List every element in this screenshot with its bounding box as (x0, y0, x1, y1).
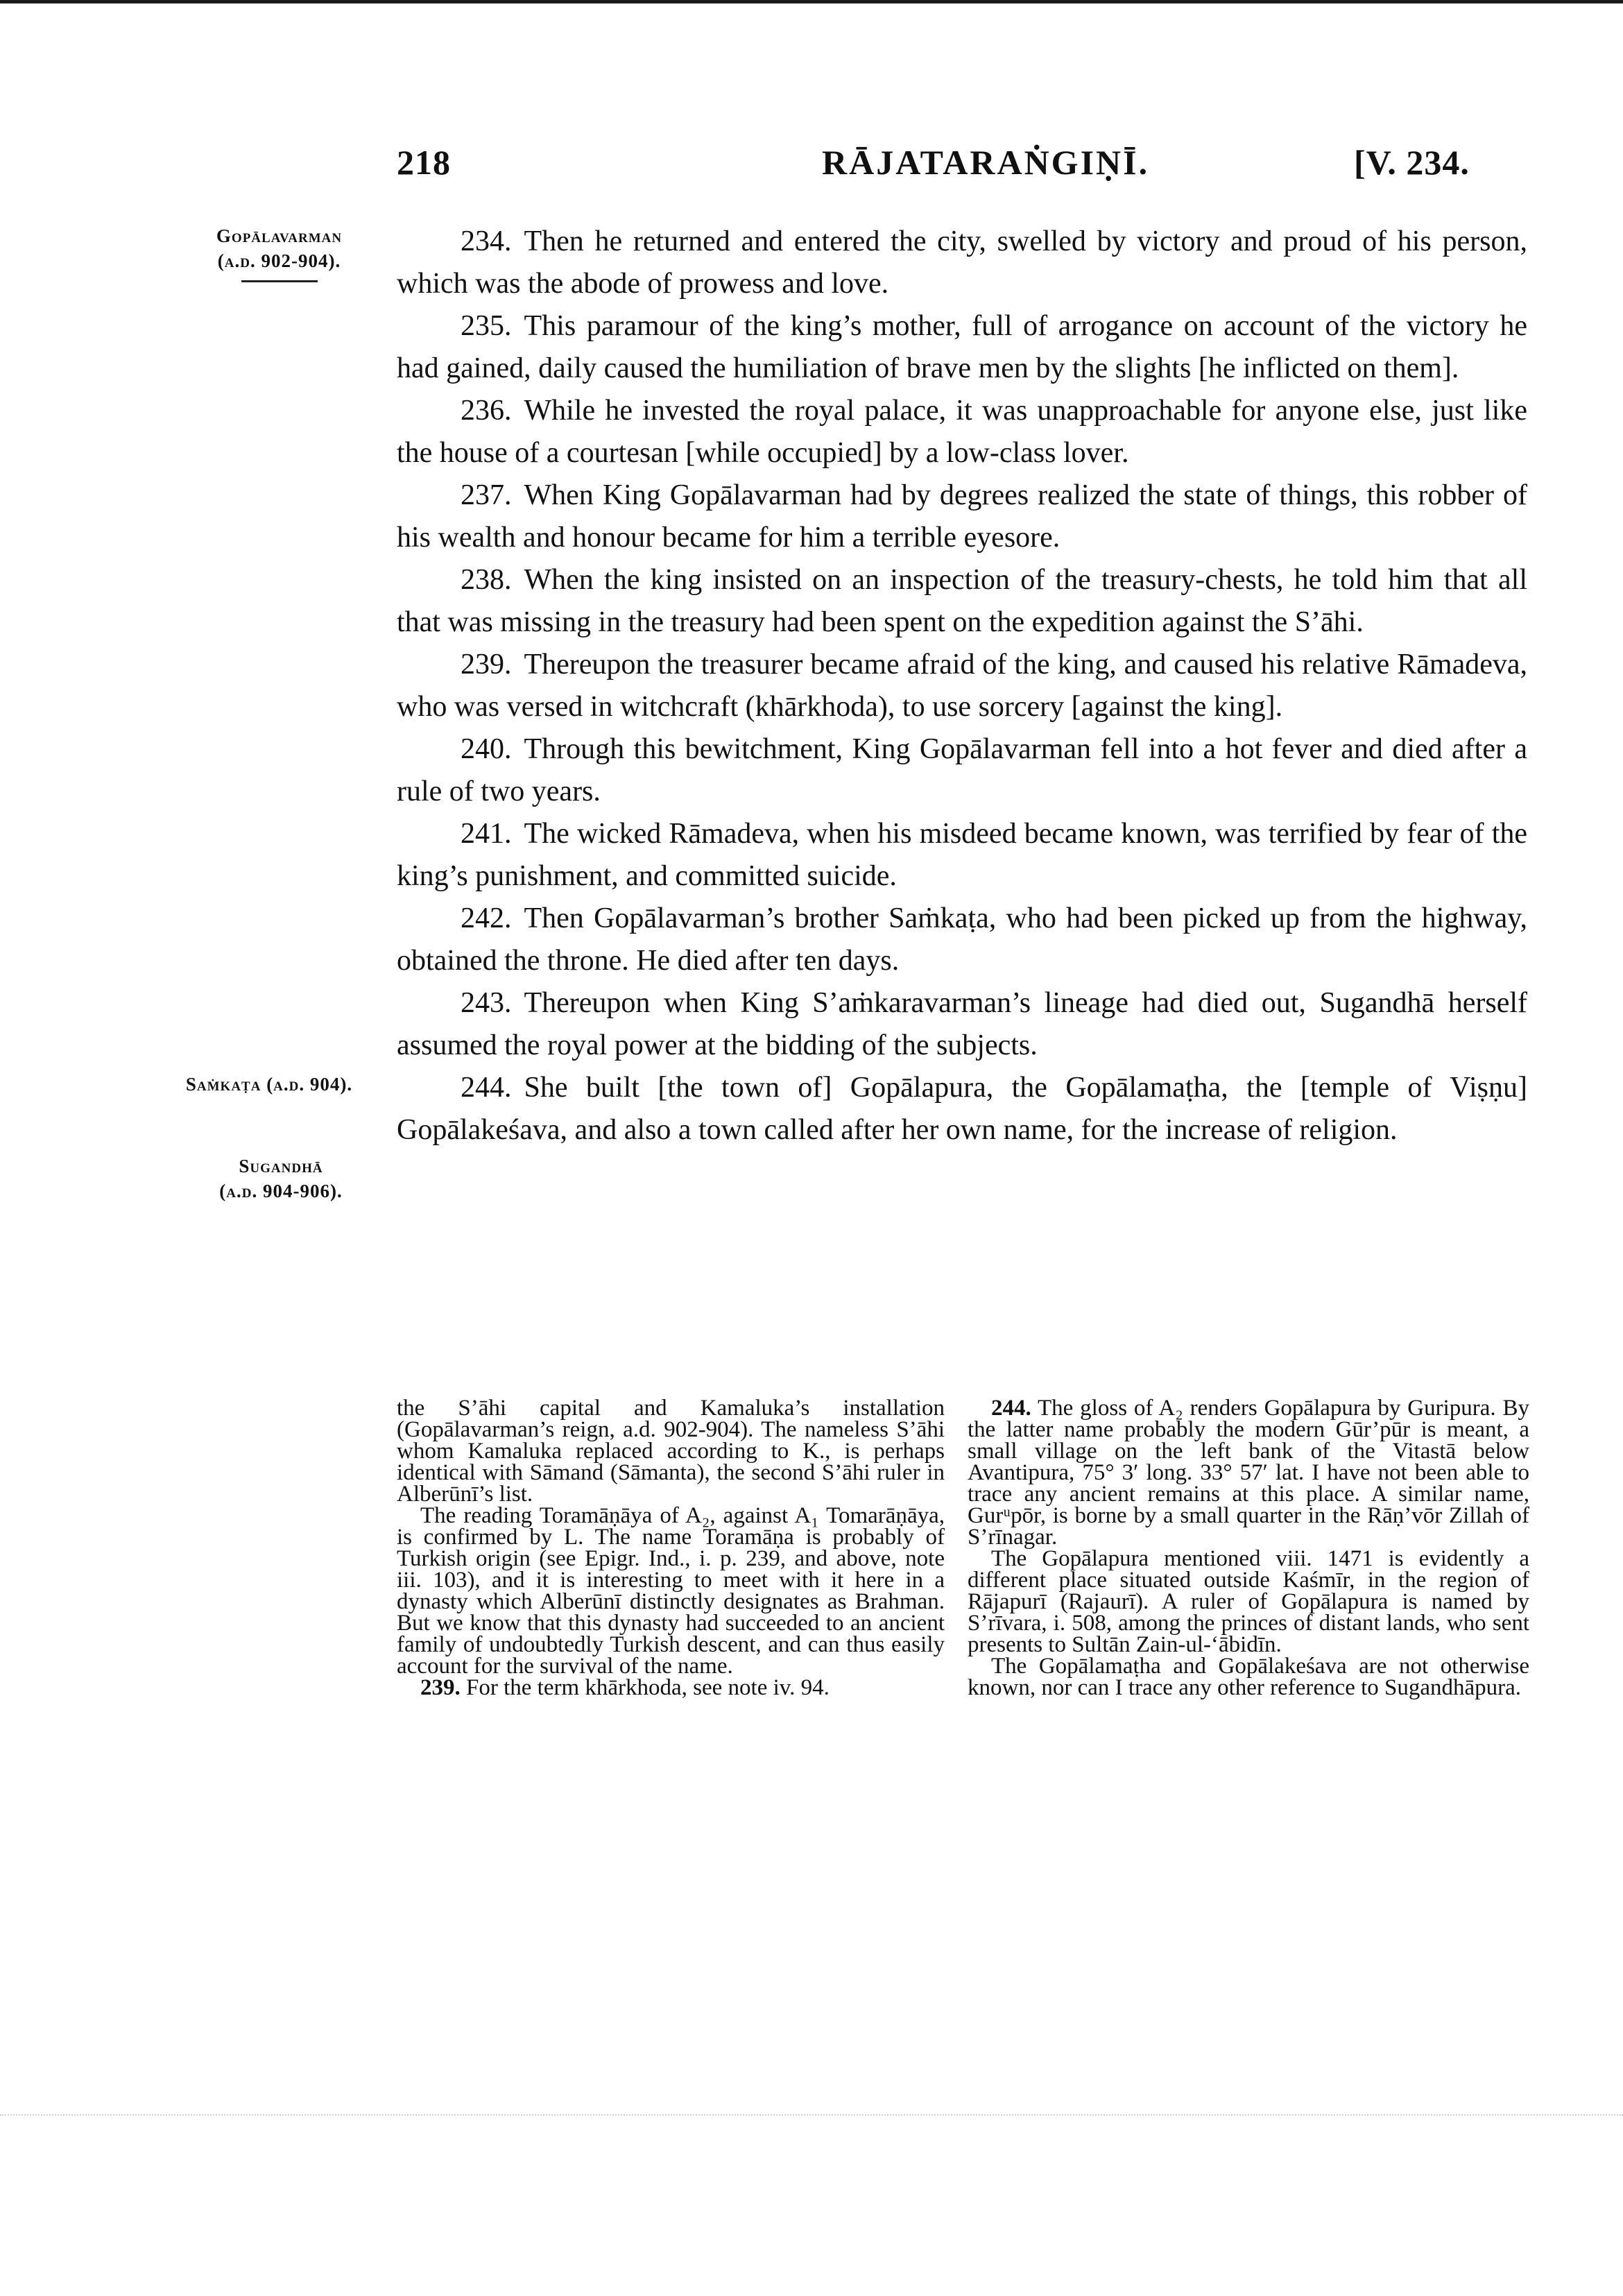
verse-number: 234. (461, 225, 512, 257)
verse (397, 898, 1527, 982)
sidenote-gopalavarman (177, 223, 381, 282)
sidenote-rule (241, 280, 318, 282)
verse-text: When King Gopālavarman had by degrees realized the state of things, this robber of his wealth and honour became for him a terrible eyesore. (397, 479, 1527, 554)
main-text (397, 221, 1527, 1151)
running-title: RĀJATARAṄGIṆĪ. (822, 143, 1150, 182)
sidenote-name: Gopālavarman (216, 225, 343, 246)
verse (397, 305, 1527, 390)
verse-text: When the king insisted on an inspection of the treasury-chests, he told him that all that was missing in the treasury had been spent on the expedition against the S’āhi. (397, 564, 1527, 638)
verse-number: 242. (461, 902, 512, 934)
sidenote-samkata (151, 1072, 387, 1097)
footnote-paragraph: The Gopālapura mentioned viii. 1471 is evidently a different place situated outside Kaśmīr, in the region of Rājapurī (Rajaurī). A ruler of Gopālapura is named by S’rīvara, i. 508, among the princes of distant lands, who sent presents to Sultān Zain-ul-‘ābidīn. (968, 1546, 1529, 1657)
verse (397, 1067, 1527, 1151)
scan-border (0, 0, 1623, 3)
sidenote-name: Sugandhā (239, 1156, 323, 1176)
footnote-239 (397, 1677, 945, 1699)
verse-number: 241. (461, 818, 512, 850)
sidenote-sugandha (177, 1154, 385, 1203)
sidenote-text: Saṁkaṭa (a.d. 904). (185, 1074, 353, 1095)
verse-text: Then he returned and entered the city, swelled by victory and proud of his person, which was the abode of prowess and love. (397, 225, 1527, 300)
section-reference: [V. 234. (1354, 143, 1470, 182)
verse-number: 240. (461, 733, 512, 765)
verse (397, 982, 1527, 1067)
scan-artifact-line (0, 2114, 1623, 2116)
footnote-number: 244. (991, 1396, 1031, 1421)
verse (397, 221, 1527, 305)
verse-text: The wicked Rāmadeva, when his misdeed became known, was terrified by fear of the king’s punishment, and committed suicide. (397, 818, 1527, 892)
verse-number: 239. (461, 649, 512, 680)
verse (397, 644, 1527, 728)
page-number: 218 (397, 143, 451, 182)
verse (397, 728, 1527, 813)
footnote-number: 239. (420, 1675, 461, 1700)
footnotes-right-column (968, 1398, 1529, 1699)
verse-text: Then Gopālavarman’s brother Saṁkaṭa, who had been picked up from the highway, obtained the throne. He died after ten days. (397, 902, 1527, 977)
verse-text: While he invested the royal palace, it was unapproachable for anyone else, just like the house of a courtesan [while occupied] by a low-class lover. (397, 395, 1527, 469)
verse-text: Thereupon the treasurer became afraid of the king, and caused his relative Rāmadeva, who was versed in witchcraft (khārkhoda), to use sorcery [against the king]. (397, 649, 1527, 723)
verse-number: 243. (461, 987, 512, 1019)
footnote-text: For the term khārkhoda, see note iv. 94. (466, 1675, 830, 1700)
footnote-paragraph: the S’āhi capital and Kamaluka’s installation (Gopālavarman’s reign, a.d. 902-904). The nameless S’āhi whom Kamaluka replaced according to K., is perhaps identical with Sāmand (Sāmanta), the second S’āhi ruler in Alberūnī’s list. (397, 1396, 945, 1507)
verse-number: 244. (461, 1072, 512, 1104)
verse-text: She built [the town of] Gopālapura, the Gopālamaṭha, the [temple of Viṣṇu] Gopālakeśava, and also a town called after her own name, for the increase of religion. (397, 1072, 1527, 1146)
footnote-244 (968, 1398, 1529, 1548)
verse-number: 238. (461, 564, 512, 596)
footnote-paragraph: The Gopālamaṭha and Gopālakeśava are not otherwise known, nor can I trace any other reference to Sugandhāpura. (968, 1654, 1529, 1700)
sidenote-dates: (a.d. 902-904). (217, 250, 341, 271)
verse-text: Through this bewitchment, King Gopālavarman fell into a hot fever and died after a rule of two years. (397, 733, 1527, 807)
verse-number: 236. (461, 395, 512, 427)
verse-text: This paramour of the king’s mother, full of arrogance on account of the victory he had gained, daily caused the humiliation of brave men by the slights [he inflicted on them]. (397, 310, 1527, 384)
footnote-text: The gloss of A₂ renders Gopālapura by Guripura. By the latter name probably the modern Gūr’pūr is meant, a small village on the left bank of the Vitastā below Avantipura, 75° 3′ long. 33° 57′ lat. I have not been able to trace any ancient remains at this place. A similar name, Gurᵘpōr, is borne by a small quarter in the Rāṇ’vōr Zillah of S’rīnagar. (968, 1396, 1529, 1550)
verse-number: 237. (461, 479, 512, 511)
verse (397, 474, 1527, 559)
verse-number: 235. (461, 310, 512, 342)
verse (397, 813, 1527, 898)
sidenote-dates: (a.d. 904-906). (219, 1181, 343, 1201)
verse (397, 559, 1527, 644)
verse-text: Thereupon when King S’aṁkaravarman’s lineage had died out, Sugandhā herself assumed the royal power at the bidding of the subjects. (397, 987, 1527, 1061)
footnote-paragraph: The reading Toramāṇāya of A₂, against A₁ Tomarāṇāya, is confirmed by L. The name Toramāṇa is probably of Turkish origin (see Epigr. Ind., i. p. 239, and above, note iii. 103), and it is interesting to meet with it here in a dynasty which Alberūnī distinctly designates as Brahman. But we know that this dynasty had succeeded to an ancient family of undoubtedly Turkish descent, and can thus easily account for the survival of the name. (397, 1503, 945, 1679)
footnotes-left-column (397, 1398, 945, 1699)
verse (397, 390, 1527, 474)
